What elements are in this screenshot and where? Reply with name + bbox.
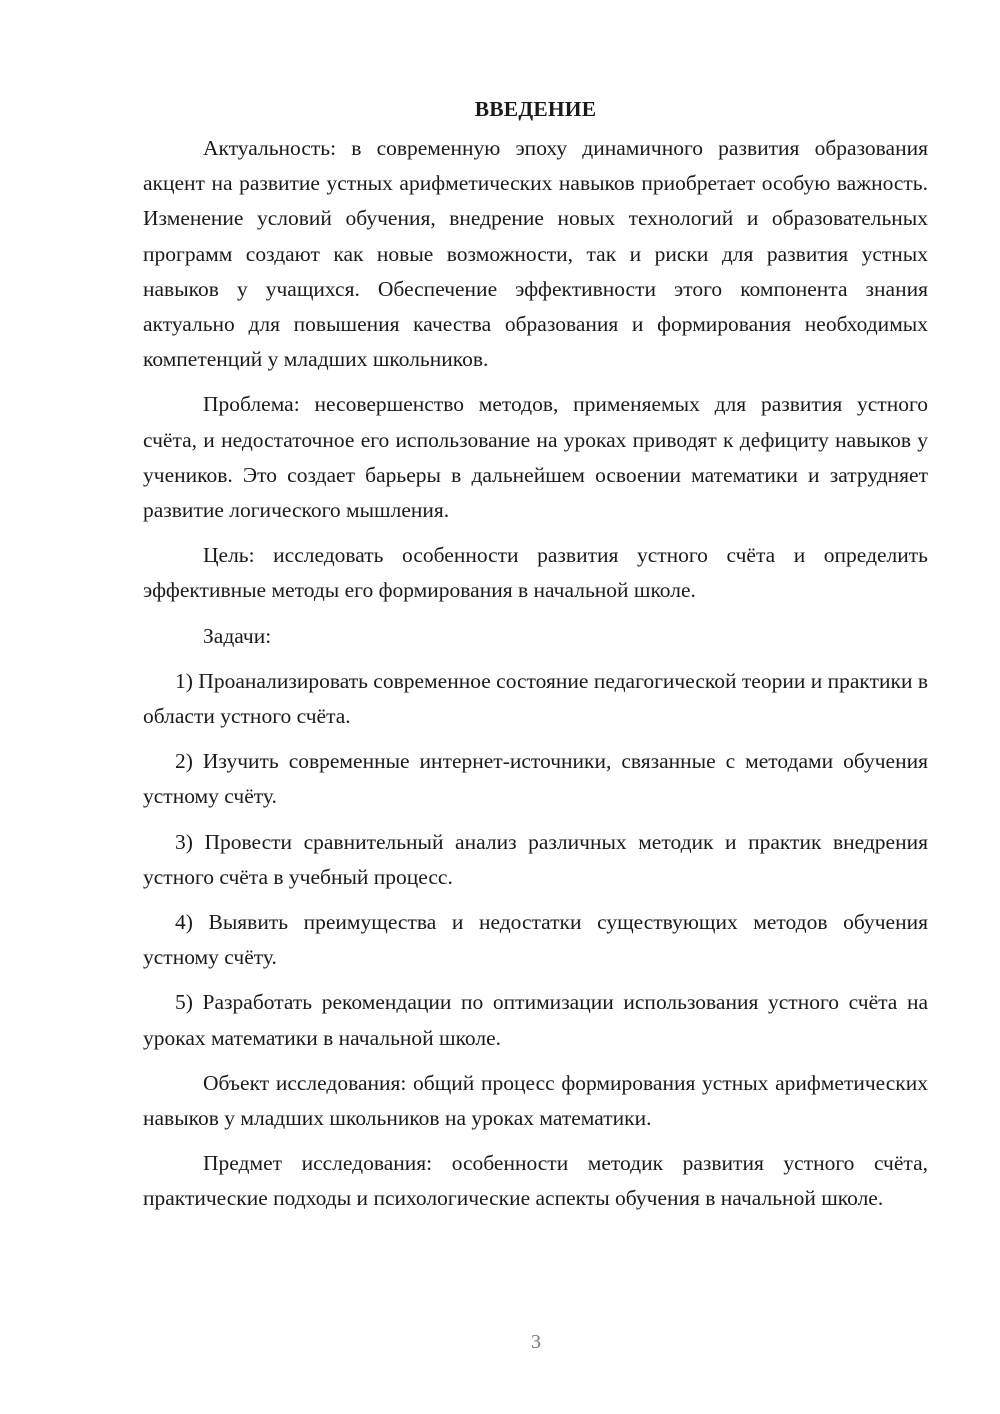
goal-paragraph: Цель: исследовать особенности развития устного счёта и определить эффективные методы его формирования в начальной школе. — [143, 543, 928, 603]
problem-paragraph: Проблема: несовершенство методов, применяемых для развития устного счёта, и недостаточное его использование на уроках приводят к дефициту навыков у учеников. Это создает барьеры в дальнейшем освоении математики и затрудняет развитие логического мышления. — [143, 392, 928, 523]
subject-paragraph: Предмет исследования: особенности методик развития устного счёта, практические подходы и психологические аспекты обучения в начальной школе. — [143, 1151, 928, 1211]
task-item: 4) Выявить преимущества и недостатки существующих методов обучения устному счёту. — [143, 910, 928, 970]
object-paragraph: Объект исследования: общий процесс формирования устных арифметических навыков у младших школьников на уроках математики. — [143, 1070, 928, 1131]
section-title: ВВЕДЕНИЕ — [474, 97, 597, 121]
task-item: 3) Провести сравнительный анализ различных методик и практик внедрения устного счёта в учебный процесс. — [143, 829, 928, 889]
task-item: 1) Проанализировать современное состояние педагогической теории и практики в области устного счёта. — [143, 668, 928, 729]
task-item: 2) Изучить современные интернет-источники, связанные с методами обучения устному счёту. — [143, 749, 928, 809]
relevance-paragraph: Актуальность: в современную эпоху динамичного развития образования акцент на развитие устных арифметических навыков приобретает особую важность. Изменение условий обучения, внедрение новых технологий и образовательных программ создают как новые возможности, так и риски для развития устных навыков у учащихся. Обеспечение эффективности этого компонента знания актуально для повышения качества образования и формирования необходимых компетенций у младших школьников. — [143, 136, 928, 372]
tasks-label: Задачи: — [203, 623, 272, 648]
page-content — [143, 92, 928, 1227]
task-item: 5) Разработать рекомендации по оптимизации использования устного счёта на уроках математики в начальной школе. — [143, 990, 928, 1050]
page-number: 3 — [531, 1331, 541, 1353]
